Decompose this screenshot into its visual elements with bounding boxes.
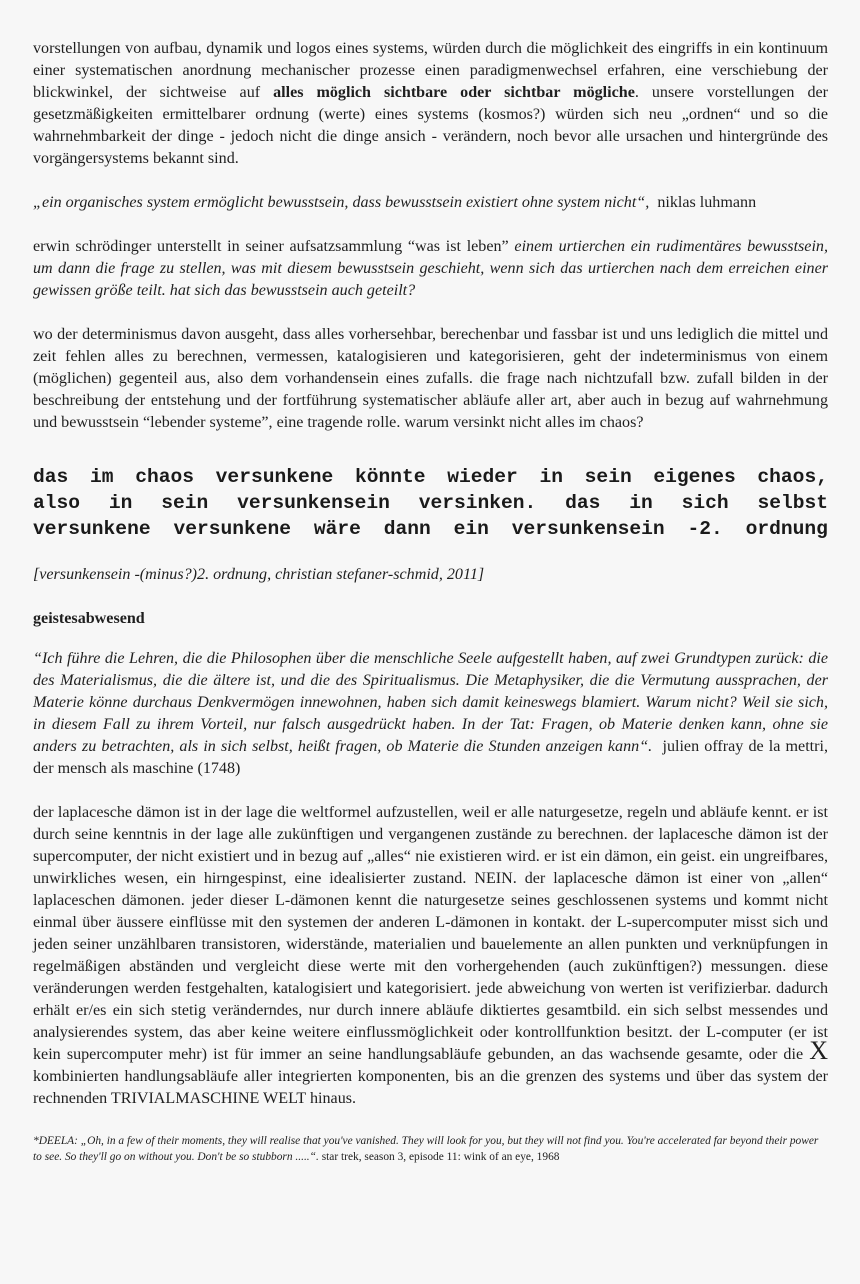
paragraph-system-perception <box>33 38 828 170</box>
paragraph-text: . unsere vorstellungen der gesetzmäßigkeiten ermittelbarer ordnung (werte) eines systems (kosmos?) würden sich neu „ordnen“ und so die wahrnehmbarkeit der dinge - jedoch nicht die dinge ansich - verändern, noch bevor alle ursachen und hintergründe des vorgängersystems bekannt sind. <box>33 84 828 167</box>
typewriter-word: versunkene <box>173 518 292 540</box>
typewriter-word: eigenes <box>653 466 736 488</box>
typewriter-line-1 <box>33 464 828 490</box>
typewriter-word: das <box>33 466 69 488</box>
typewriter-statement <box>33 464 828 542</box>
large-x-glyph: X <box>809 1036 828 1065</box>
typewriter-word: in <box>629 492 653 514</box>
paragraph-text: erwin schrödinger unterstellt in seiner aufsatzsammlung “was ist leben” <box>33 238 515 255</box>
typewriter-word: -2. <box>687 518 723 540</box>
paragraph-laplace-demon <box>33 802 828 1110</box>
typewriter-word: in <box>539 466 563 488</box>
quote-text: “Ich führe die Lehren, die die Philosophen über die menschliche Seele aufgestellt haben, auf zwei Grundtypen zurück: die des Materialismus, die die ältere ist, und die des Spiritualismus. Die Metaphysiker, die die Vermutung aussprachen, der Materie könne durchaus Denkvermögen innewohnen, haben sich damit keineswegs blamiert. Warum nicht? Weil sie sich, in diesem Fall zu ihrem Vorteil, nur falsch ausgedrückt haben. In der Tat: Fragen, ob Materie denken kann, ohne sie anders zu betrachten, als in sich selbst, heißt fragen, ob Materie die Stunden anzeigen kann“. <box>33 650 828 755</box>
paragraph-italic-text: einem urtierchen ein rudimentäres bewusstsein, um dann die frage zu stellen, was mit diesem bewusstsein geschieht, wenn sich das urtierchen nach dem erreichen einer gewissen größe teilt. hat sich das bewusstsein auch geteilt? <box>33 238 828 299</box>
typewriter-word: könnte <box>354 466 426 488</box>
typewriter-word: wäre <box>313 518 361 540</box>
quote-text: „ein organisches system ermöglicht bewusstsein, dass bewusstsein existiert ohne system nicht“, <box>33 194 650 211</box>
typewriter-word: versunkene <box>215 466 334 488</box>
footnote <box>33 1134 828 1165</box>
typewriter-line-3 <box>33 516 828 542</box>
typewriter-word: sein <box>161 492 209 514</box>
luhmann-quote <box>33 192 828 214</box>
typewriter-word: ordnung <box>745 518 828 540</box>
paragraph-determinism <box>33 324 828 434</box>
quote-author: niklas luhmann <box>657 194 757 211</box>
paragraph-text: kombinierten handlungsabläufe aller integrierten komponenten, bis an die grenzen des systems und über das system der rechnenden TRIVIALMASCHINE WELT hinaus. <box>33 1068 828 1107</box>
typewriter-word: chaos <box>135 466 194 488</box>
paragraph-text: wo der determinismus davon ausgeht, dass alles vorhersehbar, berechenbar und fassbar ist und uns lediglich die mittel und zeit fehlen alles zu berechnen, vermessen, katalogisieren und kategorisieren, geht der indeterminismus von einem (möglichen) gegenteil aus, also dem vorhandensein eines zufalls. die frage nach nichtzufall bzw. zufall bilden in der beschreibung der entstehung und der fortführung systematischer abläufe aller art, aber auch in bezug auf wahrnehmung und bewusstsein “lebender systeme”, eine tragende rolle. warum versinkt nicht alles im chaos? <box>33 326 828 431</box>
typewriter-line-2 <box>33 490 828 516</box>
typewriter-word: sich <box>681 492 729 514</box>
typewriter-word: dann <box>383 518 431 540</box>
citation: [versunkensein -(minus?)2. ordnung, christian stefaner-schmid, 2011] <box>33 566 485 583</box>
paragraph-text: der laplacesche dämon ist in der lage die weltformel aufzustellen, weil er alle naturgesetze, regeln und abläufe kennt. er ist durch seine kenntnis in der lage alle zukünftigen und vergangenen zustände zu berechnen. der laplacesche dämon ist der supercomputer, der nicht existiert und in bezug auf „alles“ nie existieren wird. er ist ein dämon, ein geist. ein ungreifbares, unwirkliches wesen, ein hirngespinst, eine idealisierter zustand. NEIN. der laplacesche dämon ist einer von „allen“ laplaceschen dämonen. jeder dieser L-dämonen kennt die naturgesetze seines geschlossenen systems und kommt nicht einmal über äussere einflüsse mit den systemen der anderen L-dämonen in kontakt. der L-supercomputer misst sich und jeden seiner unzählbaren transistoren, widerstände, materialien und bauelemente an allen punkten und verknüpfungen in regelmäßigen abständen und vergleicht diese werte mit den vorhergehenden (auch zukünftigen?) messungen. diese veränderungen werden festgehalten, katalogisiert und kategorisiert. jede abweichung von werten ist verifizierbar. dadurch erhält er/es ein sich stetig veränderndes, nur durch innere abläufe diktiertes gesamtbild. ein sich selbst messendes und analysierendes system, das aber keine weitere einflussmöglichkeit oder kontrollfunktion besitzt. der L-computer (er ist kein supercomputer mehr) ist für immer an seine handlungsabläufe gebunden, an das wachsende gesamte, oder die <box>33 804 828 1063</box>
paragraph-schroedinger <box>33 236 828 302</box>
typewriter-word: sein <box>584 466 632 488</box>
typewriter-word: ein <box>453 518 489 540</box>
bold-emphasis: alles möglich sichtbare oder sichtbar mögliche <box>273 84 635 101</box>
typewriter-word: wieder <box>447 466 518 488</box>
typewriter-word: selbst <box>757 492 828 514</box>
typewriter-word: in <box>108 492 133 514</box>
footnote-source: star trek, season 3, episode 11: wink of an eye, 1968 <box>321 1150 560 1163</box>
section-heading: geistesabwesend <box>33 610 145 627</box>
lamettrie-quote <box>33 648 828 780</box>
typewriter-word: versunkene <box>33 518 151 540</box>
footnote-quote: *DEELA: „Oh, in a few of their moments, they will realise that you've vanished. They will look for you, but they will not find you. You're accelerated far beyond their power to see. So they'll go on without you. Don't be so stubborn .....“. <box>33 1135 819 1163</box>
quote-source: julien offray de la mettri, der mensch als maschine (1748) <box>33 738 828 777</box>
typewriter-word: also <box>33 492 81 514</box>
typewriter-word: im <box>89 466 114 488</box>
typewriter-word: chaos, <box>757 466 828 488</box>
typewriter-word: versinken. <box>418 492 537 514</box>
typewriter-word: das <box>565 492 601 514</box>
typewriter-word: versunkensein <box>511 518 665 540</box>
paragraph-text: vorstellungen von aufbau, dynamik und logos eines systems, würden durch die möglichkeit des eingriffs in ein kontinuum einer systematischen anordnung mechanischer prozesse einen paradigmenwechsel erfahren, eine verschiebung der blickwinkel, der sichtweise auf <box>33 40 828 101</box>
typewriter-word: versunkensein <box>237 492 390 514</box>
